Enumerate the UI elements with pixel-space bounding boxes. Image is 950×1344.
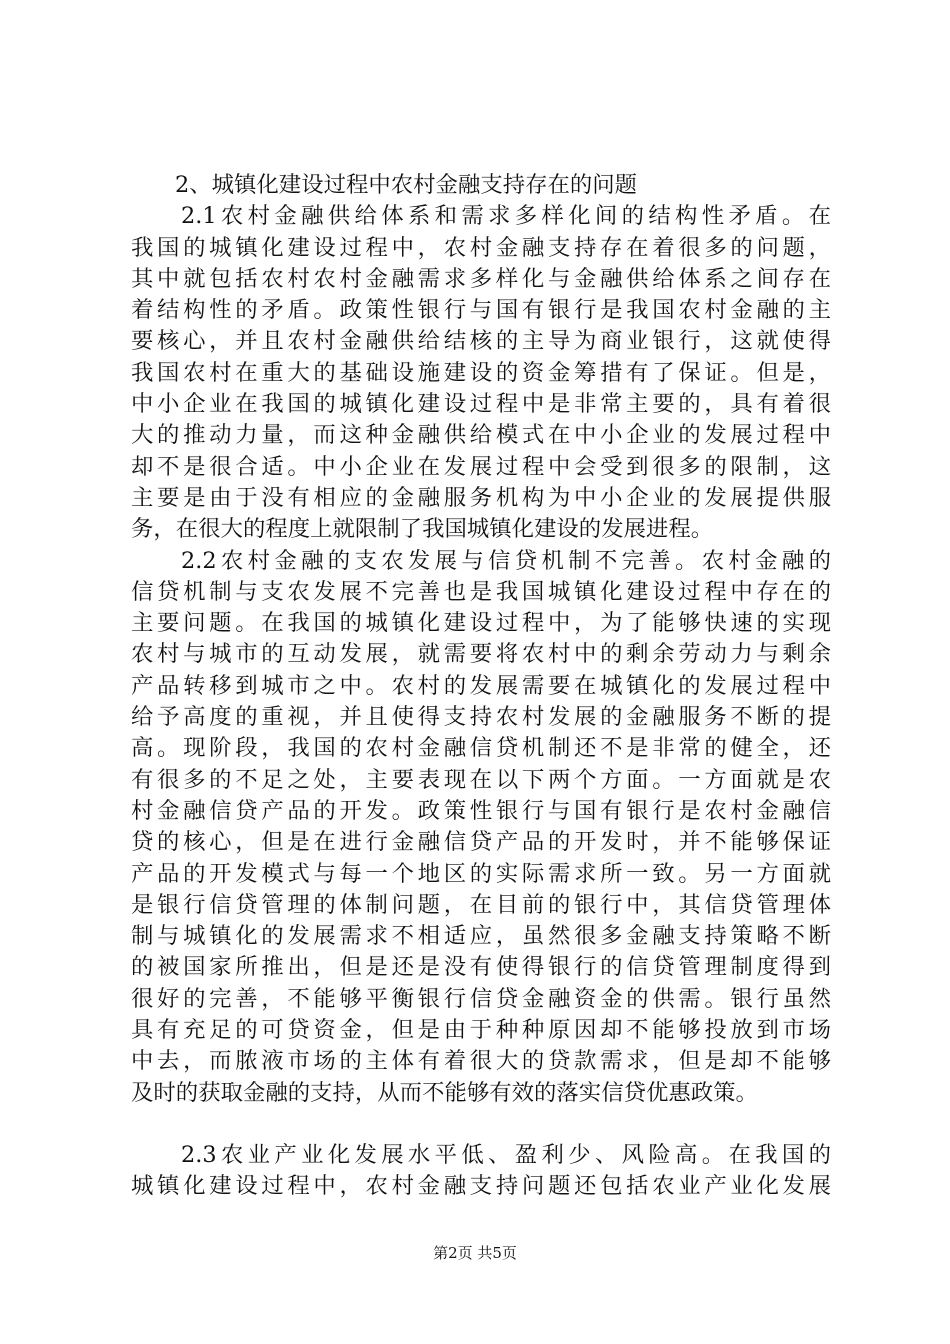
- paragraph-line: 高。现阶段，我国的农村金融信贷机制还不是非常的健全，还: [131, 735, 831, 762]
- paragraph-line: 产品转移到城市之中。农村的发展需要在城镇化的发展过程中: [131, 672, 831, 699]
- paragraph-2-3: [131, 1140, 831, 1203]
- paragraph-line: 却不是很合适。中小企业在发展过程中会受到很多的限制，这: [131, 453, 831, 480]
- paragraph-line: 我国的城镇化建设过程中，农村金融支持存在着很多的问题，: [131, 234, 831, 261]
- paragraph-line: 其中就包括农村农村金融需求多样化与金融供给体系之间存在: [131, 265, 831, 292]
- paragraph-line: 中去，而脓液市场的主体有着很大的贷款需求，但是却不能够: [131, 1048, 831, 1075]
- paragraph-line: 大的推动力量，而这种金融供给模式在中小企业的发展过程中: [131, 422, 831, 449]
- paragraph-line: 贷的核心，但是在进行金融信贷产品的开发时，并不能够保证: [131, 829, 831, 856]
- paragraph-line: 2.3农业产业化发展水平低、盈利少、风险高。在我国的: [181, 1141, 831, 1168]
- paragraph-line: 务，在很大的程度上就限制了我国城镇化建设的发展进程。: [131, 516, 714, 543]
- paragraph-2-1: [131, 201, 831, 545]
- paragraph-line: 制与城镇化的发展需求不相适应，虽然很多金融支持策略不断: [131, 923, 831, 950]
- paragraph-line: 城镇化建设过程中，农村金融支持问题还包括农业产业化发展: [131, 1173, 831, 1200]
- paragraph-line: 农村与城市的互动发展，就需要将农村中的剩余劳动力与剩余: [131, 641, 831, 668]
- paragraph-line: 中小企业在我国的城镇化建设过程中是非常主要的，具有着很: [131, 391, 831, 418]
- paragraph-line: 主要是由于没有相应的金融服务机构为中小企业的发展提供服: [131, 484, 831, 511]
- paragraph-2-2: [131, 546, 831, 1109]
- document-body: [131, 170, 831, 1203]
- paragraph-line: 具有充足的可贷资金，但是由于种种原因却不能够投放到市场: [131, 1017, 831, 1044]
- paragraph-line: 是银行信贷管理的体制问题，在目前的银行中，其信贷管理体: [131, 891, 831, 918]
- paragraph-line: 要核心，并且农村金融供给结核的主导为商业银行，这就使得: [131, 328, 831, 355]
- paragraph-line: 给予高度的重视，并且使得支持农村发展的金融服务不断的提: [131, 704, 831, 731]
- page-number-footer: 第2页 共5页: [433, 1244, 517, 1262]
- paragraph-spacer: [131, 1109, 831, 1140]
- paragraph-line: 我国农村在重大的基础设施建设的资金筹措有了保证。但是，: [131, 359, 831, 386]
- paragraph-line: 有很多的不足之处，主要表现在以下两个方面。一方面就是农: [131, 766, 831, 793]
- paragraph-line: 2.1农村金融供给体系和需求多样化间的结构性矛盾。在: [181, 203, 831, 230]
- paragraph-line: 村金融信贷产品的开发。政策性银行与国有银行是农村金融信: [131, 797, 831, 824]
- section-heading: 2、城镇化建设过程中农村金融支持存在的问题: [175, 172, 638, 198]
- paragraph-line: 很好的完善，不能够平衡银行信贷金融资金的供需。银行虽然: [131, 985, 831, 1012]
- paragraph-line: 及时的获取金融的支持，从而不能够有效的落实信贷优惠政策。: [131, 1079, 758, 1106]
- paragraph-line: 着结构性的矛盾。政策性银行与国有银行是我国农村金融的主: [131, 297, 831, 324]
- paragraph-line: 主要问题。在我国的城镇化建设过程中，为了能够快速的实现: [131, 610, 831, 637]
- paragraph-line: 2.2农村金融的支农发展与信贷机制不完善。农村金融的: [181, 547, 831, 574]
- paragraph-line: 产品的开发模式与每一个地区的实际需求所一致。另一方面就: [131, 860, 831, 887]
- paragraph-line: 信贷机制与支农发展不完善也是我国城镇化建设过程中存在的: [131, 578, 831, 605]
- paragraph-line: 的被国家所推出，但是还是没有使得银行的信贷管理制度得到: [131, 954, 831, 981]
